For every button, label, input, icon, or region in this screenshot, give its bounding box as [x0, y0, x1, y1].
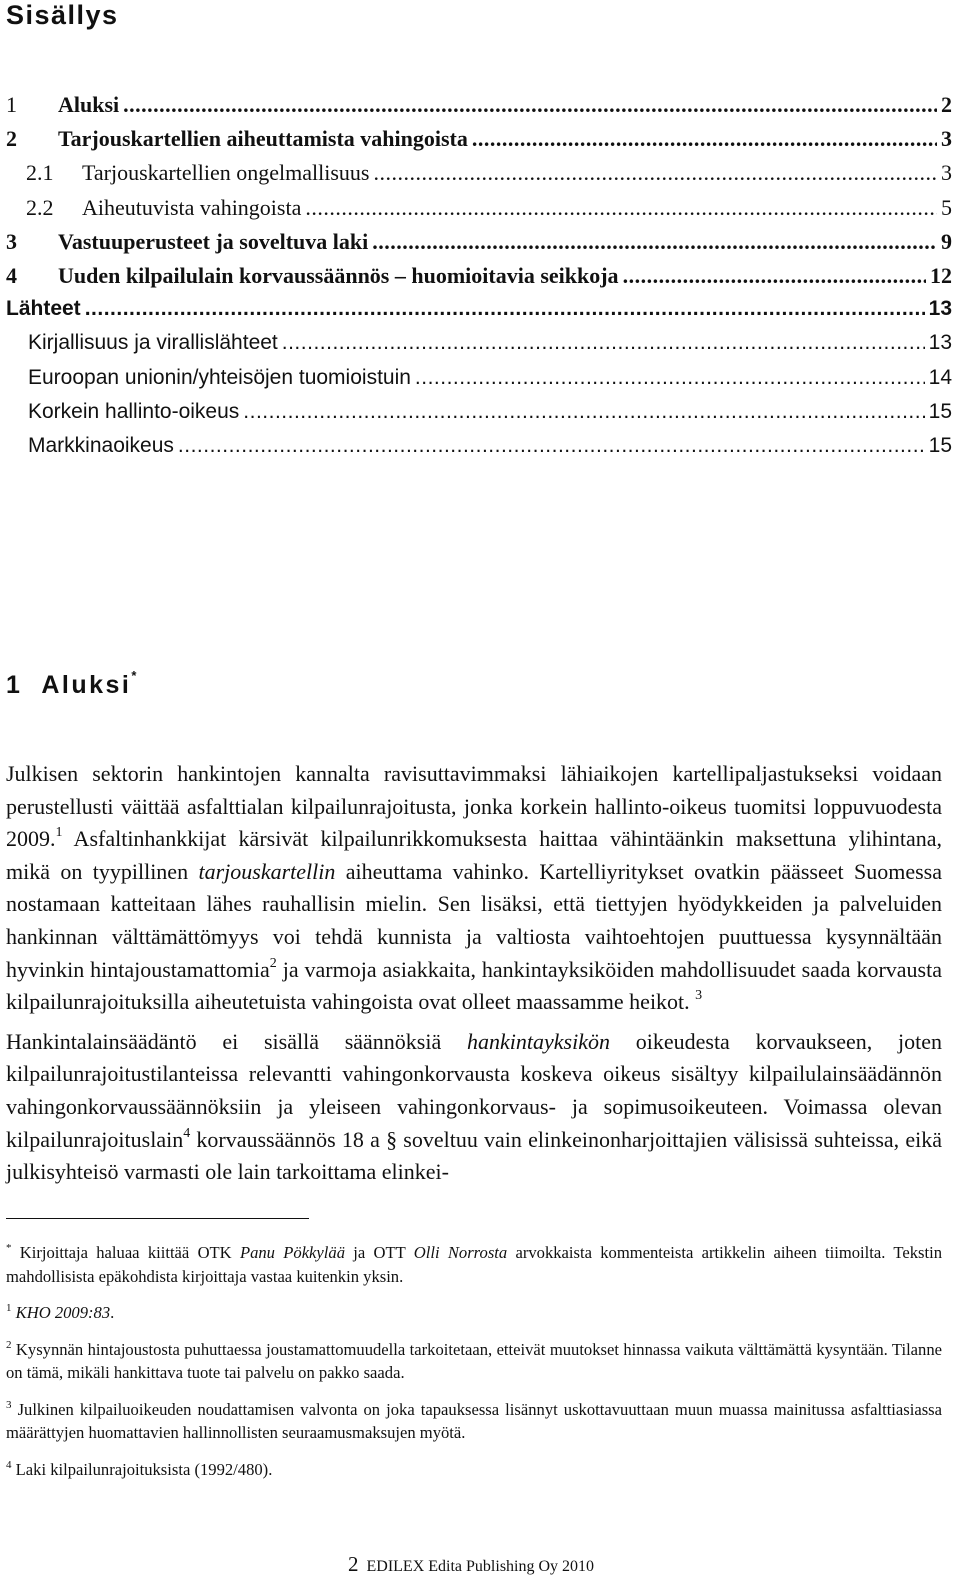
- toc-leader: [415, 366, 925, 390]
- toc-entry-number: 2.1: [26, 160, 54, 186]
- toc-entry-title: Markkinaoikeus: [28, 433, 174, 457]
- toc-entry-number: 3: [6, 228, 17, 254]
- toc-leader: [372, 229, 937, 255]
- toc-entry[interactable]: [6, 297, 952, 331]
- toc-entry-page: 3: [941, 160, 952, 186]
- toc-entry-page: 3: [941, 126, 952, 152]
- toc-entry-page: 12: [930, 262, 952, 288]
- table-of-contents: [6, 92, 952, 468]
- toc-entry-page: 9: [941, 228, 952, 254]
- body-text: [6, 758, 942, 1196]
- footnote-ref[interactable]: 4: [183, 1125, 191, 1141]
- toc-entry-number: 1: [6, 92, 17, 117]
- page-number: 2: [348, 1552, 359, 1576]
- footnote-ref-star[interactable]: *: [131, 667, 137, 683]
- text-run: arvokkaista kommenteista artikkelin aiheen tiimoilta. Tekstin mahdollisista epäkohdista kirjoittaja vastaa kuitenkin yksin.: [6, 1243, 942, 1286]
- text-run: Asfaltinhankkijat kärsivät kilpailunrikkomuksesta haittaa vähintäänkin maksettuna ylihintana, mikä on tyypillinen: [6, 826, 942, 884]
- toc-leader: [373, 160, 937, 186]
- page-footer: [348, 1552, 594, 1577]
- toc-leader: [623, 263, 926, 289]
- toc-entry-page: 2: [941, 92, 952, 117]
- footnote-ref[interactable]: 1: [55, 825, 63, 841]
- section-number: 1: [6, 671, 23, 699]
- toc-entry-page: 15: [928, 433, 952, 457]
- toc-entry[interactable]: [6, 195, 952, 229]
- text-run: Kirjoittaja haluaa kiittää OTK: [11, 1243, 240, 1262]
- toc-entry-title: Kirjallisuus ja virallislähteet: [28, 331, 278, 355]
- text-run: oikeudesta korvaukseen, joten kilpailunrajoitustilanteissa relevantti vahingonkorvausta koskeva oikeus sisältyy kilpailulainsäädännön vahingonkorvaussäännöksiin ja yleiseen vahingonkorvaus- ja sopimusoikeuteen. Voimassa olevan kilpailunrajoituslain: [6, 1028, 942, 1152]
- toc-entry[interactable]: [6, 126, 952, 160]
- toc-entry[interactable]: [6, 366, 952, 400]
- toc-entry[interactable]: [6, 331, 952, 365]
- toc-entry-title: Euroopan unionin/yhteisöjen tuomioistuin: [28, 365, 411, 389]
- toc-entry-title: Korkein hallinto-oikeus: [28, 399, 240, 423]
- toc-entry[interactable]: [6, 400, 952, 434]
- toc-entry-number: 2: [6, 126, 17, 152]
- text-run: ja OTT: [345, 1243, 414, 1262]
- emphasis: Olli Norrosta: [413, 1243, 508, 1262]
- text-run: Hankintalainsäädäntö ei sisällä säännöksiä: [6, 1028, 468, 1054]
- footnote-mark: *: [6, 1242, 12, 1254]
- footnotes: [6, 1241, 942, 1494]
- footnote-mark: 3: [6, 1398, 12, 1411]
- text-run: ja varmoja asiakkaita, hankintayksiköiden mahdollisuudet saada korvausta kilpailunrajoituksilla aiheutetuista vahingoista ovat olleet maassamme heikot.: [6, 956, 942, 1015]
- footnote: [6, 1458, 942, 1482]
- toc-entry[interactable]: [6, 434, 952, 468]
- section-title: Aluksi: [41, 671, 132, 699]
- toc-leader: [85, 297, 925, 321]
- toc-entry-page: 15: [928, 399, 952, 423]
- toc-leader: [305, 195, 937, 221]
- toc-entry-title: Vastuuperusteet ja soveltuva laki: [58, 228, 369, 254]
- toc-entry-title: Aluksi: [58, 92, 120, 117]
- footnote-mark: 4: [6, 1458, 12, 1471]
- paragraph: [6, 758, 942, 1019]
- text-run: .: [110, 1303, 115, 1322]
- toc-entry[interactable]: [6, 263, 952, 297]
- emphasis: Panu Pökkylää: [239, 1243, 345, 1262]
- toc-entry-page: 14: [928, 365, 952, 389]
- text-run: Julkinen kilpailuoikeuden noudattamisen valvonta on joka tapauksessa lisännyt uskottavuuttaan muun muassa mainitussa asfalttiasiassa määrättyjen huomattavien hallinnollisten seuraamusmaksujen myötä.: [6, 1399, 942, 1442]
- section-heading: [6, 667, 137, 700]
- footnote-mark: 1: [6, 1302, 12, 1314]
- emphasis: tarjouskartellin: [198, 858, 336, 884]
- toc-entry-title: Aiheutuvista vahingoista: [82, 194, 302, 220]
- toc-leader: [178, 434, 925, 458]
- toc-heading: Sisällys: [6, 0, 119, 30]
- footnote-divider: [6, 1218, 309, 1219]
- toc-entry-page: 13: [928, 297, 952, 321]
- toc-entry-title: Uuden kilpailulain korvaussäännös – huomioitavia seikkoja: [58, 262, 619, 288]
- toc-leader: [282, 331, 925, 355]
- text-run: aiheuttama vahinko. Kartelliyritykset ovatkin päässeet Suomessa nostamaan katteitaan lähes rauhallisin mielin. Sen lisäksi, että tiettyjen hyödykkeiden ja palveluiden hankinnan välttämättömyys voi tehdä kunnista ja valtiosta vaihtoehtojen puuttuessa kysynnältään hyvinkin hintajoustamattomia: [6, 858, 942, 982]
- toc-leader: [243, 400, 924, 424]
- toc-entry[interactable]: [6, 160, 952, 194]
- text-run: Julkisen sektorin hankintojen kannalta ravisuttavimmaksi lähiaikojen kartellipaljastukseksi voidaan perustellusti väittää asfalttialan kilpailunrajoitusta, jonka korkein hallinto-oikeus tuomitsi loppuvuodesta 2009.: [6, 761, 942, 852]
- toc-entry[interactable]: [6, 92, 952, 126]
- toc-entry-title: Lähteet: [6, 297, 81, 321]
- toc-entry-number: 4: [6, 262, 17, 288]
- emphasis: hankintayksikön: [467, 1028, 610, 1054]
- toc-entry-title: Tarjouskartellien aiheuttamista vahingoista: [58, 126, 468, 152]
- footnote: [6, 1398, 942, 1445]
- text-run: Kysynnän hintajoustosta puhuttaessa joustamattomuudella tarkoitetaan, etteivät muutokset hinnassa vaikuta välttämättä kysyntään. Tilanne on tämä, mikäli hankittava tuote tai palvelu on pakko saada.: [6, 1339, 942, 1382]
- footnote-mark: 2: [6, 1338, 12, 1351]
- toc-leader: [472, 126, 937, 152]
- toc-leader: [123, 92, 937, 118]
- paragraph: [6, 1026, 942, 1189]
- publisher-credit: EDILEX Edita Publishing Oy 2010: [366, 1558, 595, 1575]
- toc-entry[interactable]: [6, 229, 952, 263]
- toc-entry-page: 5: [941, 194, 952, 220]
- toc-entry-number: 2.2: [26, 194, 54, 220]
- footnote: [6, 1338, 942, 1385]
- toc-entry-page: 13: [928, 331, 952, 355]
- footnote-ref[interactable]: 2: [269, 955, 277, 971]
- toc-entry-title: Tarjouskartellien ongelmallisuus: [82, 160, 370, 186]
- text-run: Laki kilpailunrajoituksista (1992/480).: [11, 1459, 273, 1479]
- text-run: korvaussäännös 18 a § soveltuu vain elinkeinonharjoittajien välisissä suhteissa, eikä julkisyhteisö varmasti ole lain tarkoittama elinkei-: [6, 1126, 942, 1185]
- emphasis: KHO 2009:83: [15, 1303, 111, 1322]
- footnote: [6, 1241, 942, 1288]
- footnote-ref[interactable]: 3: [695, 988, 703, 1004]
- footnote: [6, 1301, 942, 1325]
